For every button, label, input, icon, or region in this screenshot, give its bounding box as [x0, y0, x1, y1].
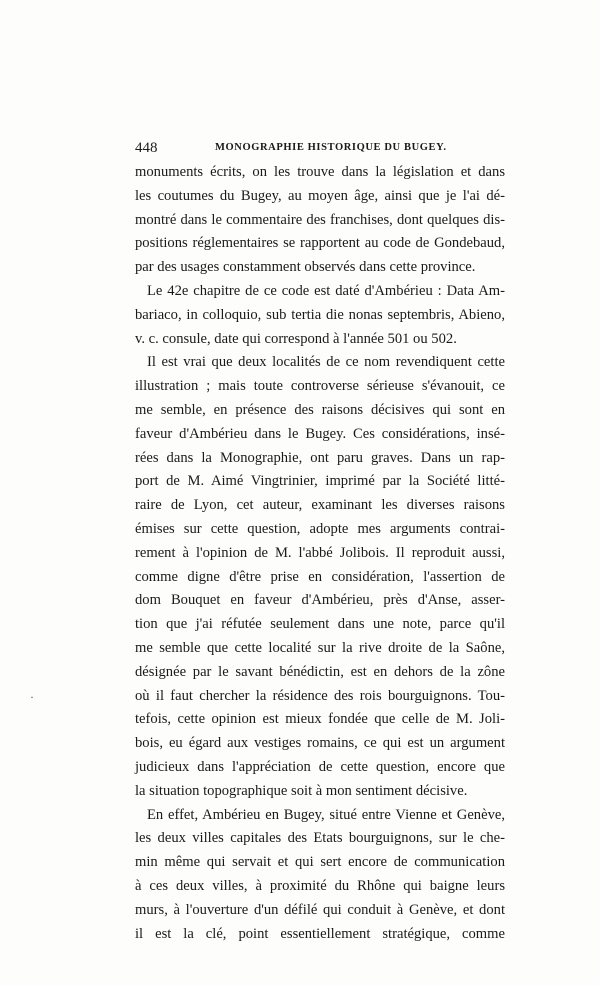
text-line: monuments écrits, on les trouve dans la législation et dans — [135, 164, 505, 180]
text-line: illustration ; mais toute controverse sérieuse s'évanouit, ce — [135, 378, 505, 395]
page-header — [135, 140, 505, 158]
text-line: En effet, Ambérieu en Bugey, situé entre Vienne et Genève, — [147, 806, 505, 823]
text-line: me semble que cette localité sur la rive droite de la Saône, — [135, 639, 505, 656]
text-line: faveur d'Ambérieu dans le Bugey. Ces considérations, insé- — [135, 425, 505, 442]
text-line: bois, eu égard aux vestiges romains, ce qui est un argument — [135, 735, 505, 752]
text-line: me semble, en présence des raisons décisives qui sont en — [135, 401, 505, 418]
text-line: min même qui servait et qui sert encore de communication — [135, 854, 505, 871]
text-line: comme digne d'être prise en considération, l'assertion de — [135, 568, 505, 585]
text-line: montré dans le commentaire des franchises, dont quelques dis- — [135, 211, 505, 228]
text-line: murs, à l'ouverture d'un défilé qui conduit à Genève, et dont — [135, 901, 505, 918]
text-line: la situation topographique soit à mon sentiment décisive. — [135, 782, 468, 799]
text-line: tion que j'ai réfutée seulement dans une note, parce qu'il — [135, 616, 505, 633]
text-line: dom Bouquet en faveur d'Ambérieu, près d'Anse, asser- — [135, 592, 505, 609]
page-number: 448 — [135, 140, 158, 156]
running-title: MONOGRAPHIE HISTORIQUE DU BUGEY. — [215, 142, 447, 153]
text-line: à ces deux villes, à proximité du Rhône qui baigne leurs — [135, 877, 505, 894]
text-line: positions réglementaires se rapportent au code de Gondebaud, — [135, 235, 505, 252]
text-line: tefois, cette opinion est mieux fondée que celle de M. Joli- — [135, 711, 505, 728]
text-line: il est la clé, point essentiellement stratégique, comme — [135, 925, 505, 942]
margin-mark: · — [30, 690, 34, 704]
text-line: rées dans la Monographie, ont paru graves. Dans un rap- — [135, 449, 505, 466]
text-line: Le 42e chapitre de ce code est daté d'Ambérieu : Data Am- — [147, 282, 505, 299]
text-line: bariaco, in colloquio, sub tertia die nonas septembris, Abieno, — [135, 306, 505, 323]
text-line: rement à l'opinion de M. l'abbé Jolibois. Il reproduit aussi, — [135, 544, 505, 561]
text-line: judicieux dans l'appréciation de cette question, encore que — [135, 758, 505, 775]
text-line: où il faut chercher la résidence des rois bourguignons. Tou- — [135, 687, 505, 704]
text-line: raire de Lyon, cet auteur, examinant les diverses raisons — [135, 497, 505, 514]
text-line: v. c. consule, date qui correspond à l'année 501 ou 502. — [135, 330, 457, 347]
text-line: par des usages constamment observés dans cette province. — [135, 259, 476, 276]
text-line: Il est vrai que deux localités de ce nom revendiquent cette — [147, 354, 505, 371]
text-line: les coutumes du Bugey, au moyen âge, ainsi que je l'ai dé- — [135, 187, 505, 204]
text-line: désignée par le savant bénédictin, est en dehors de la zône — [135, 663, 505, 680]
text-line: les deux villes capitales des Etats bourguignons, sur le che- — [135, 830, 505, 847]
body-text — [135, 161, 505, 946]
text-line: port de M. Aimé Vingtrinier, imprimé par la Société litté- — [135, 473, 505, 490]
text-line: émises sur cette question, adopte mes arguments contrai- — [135, 520, 505, 537]
